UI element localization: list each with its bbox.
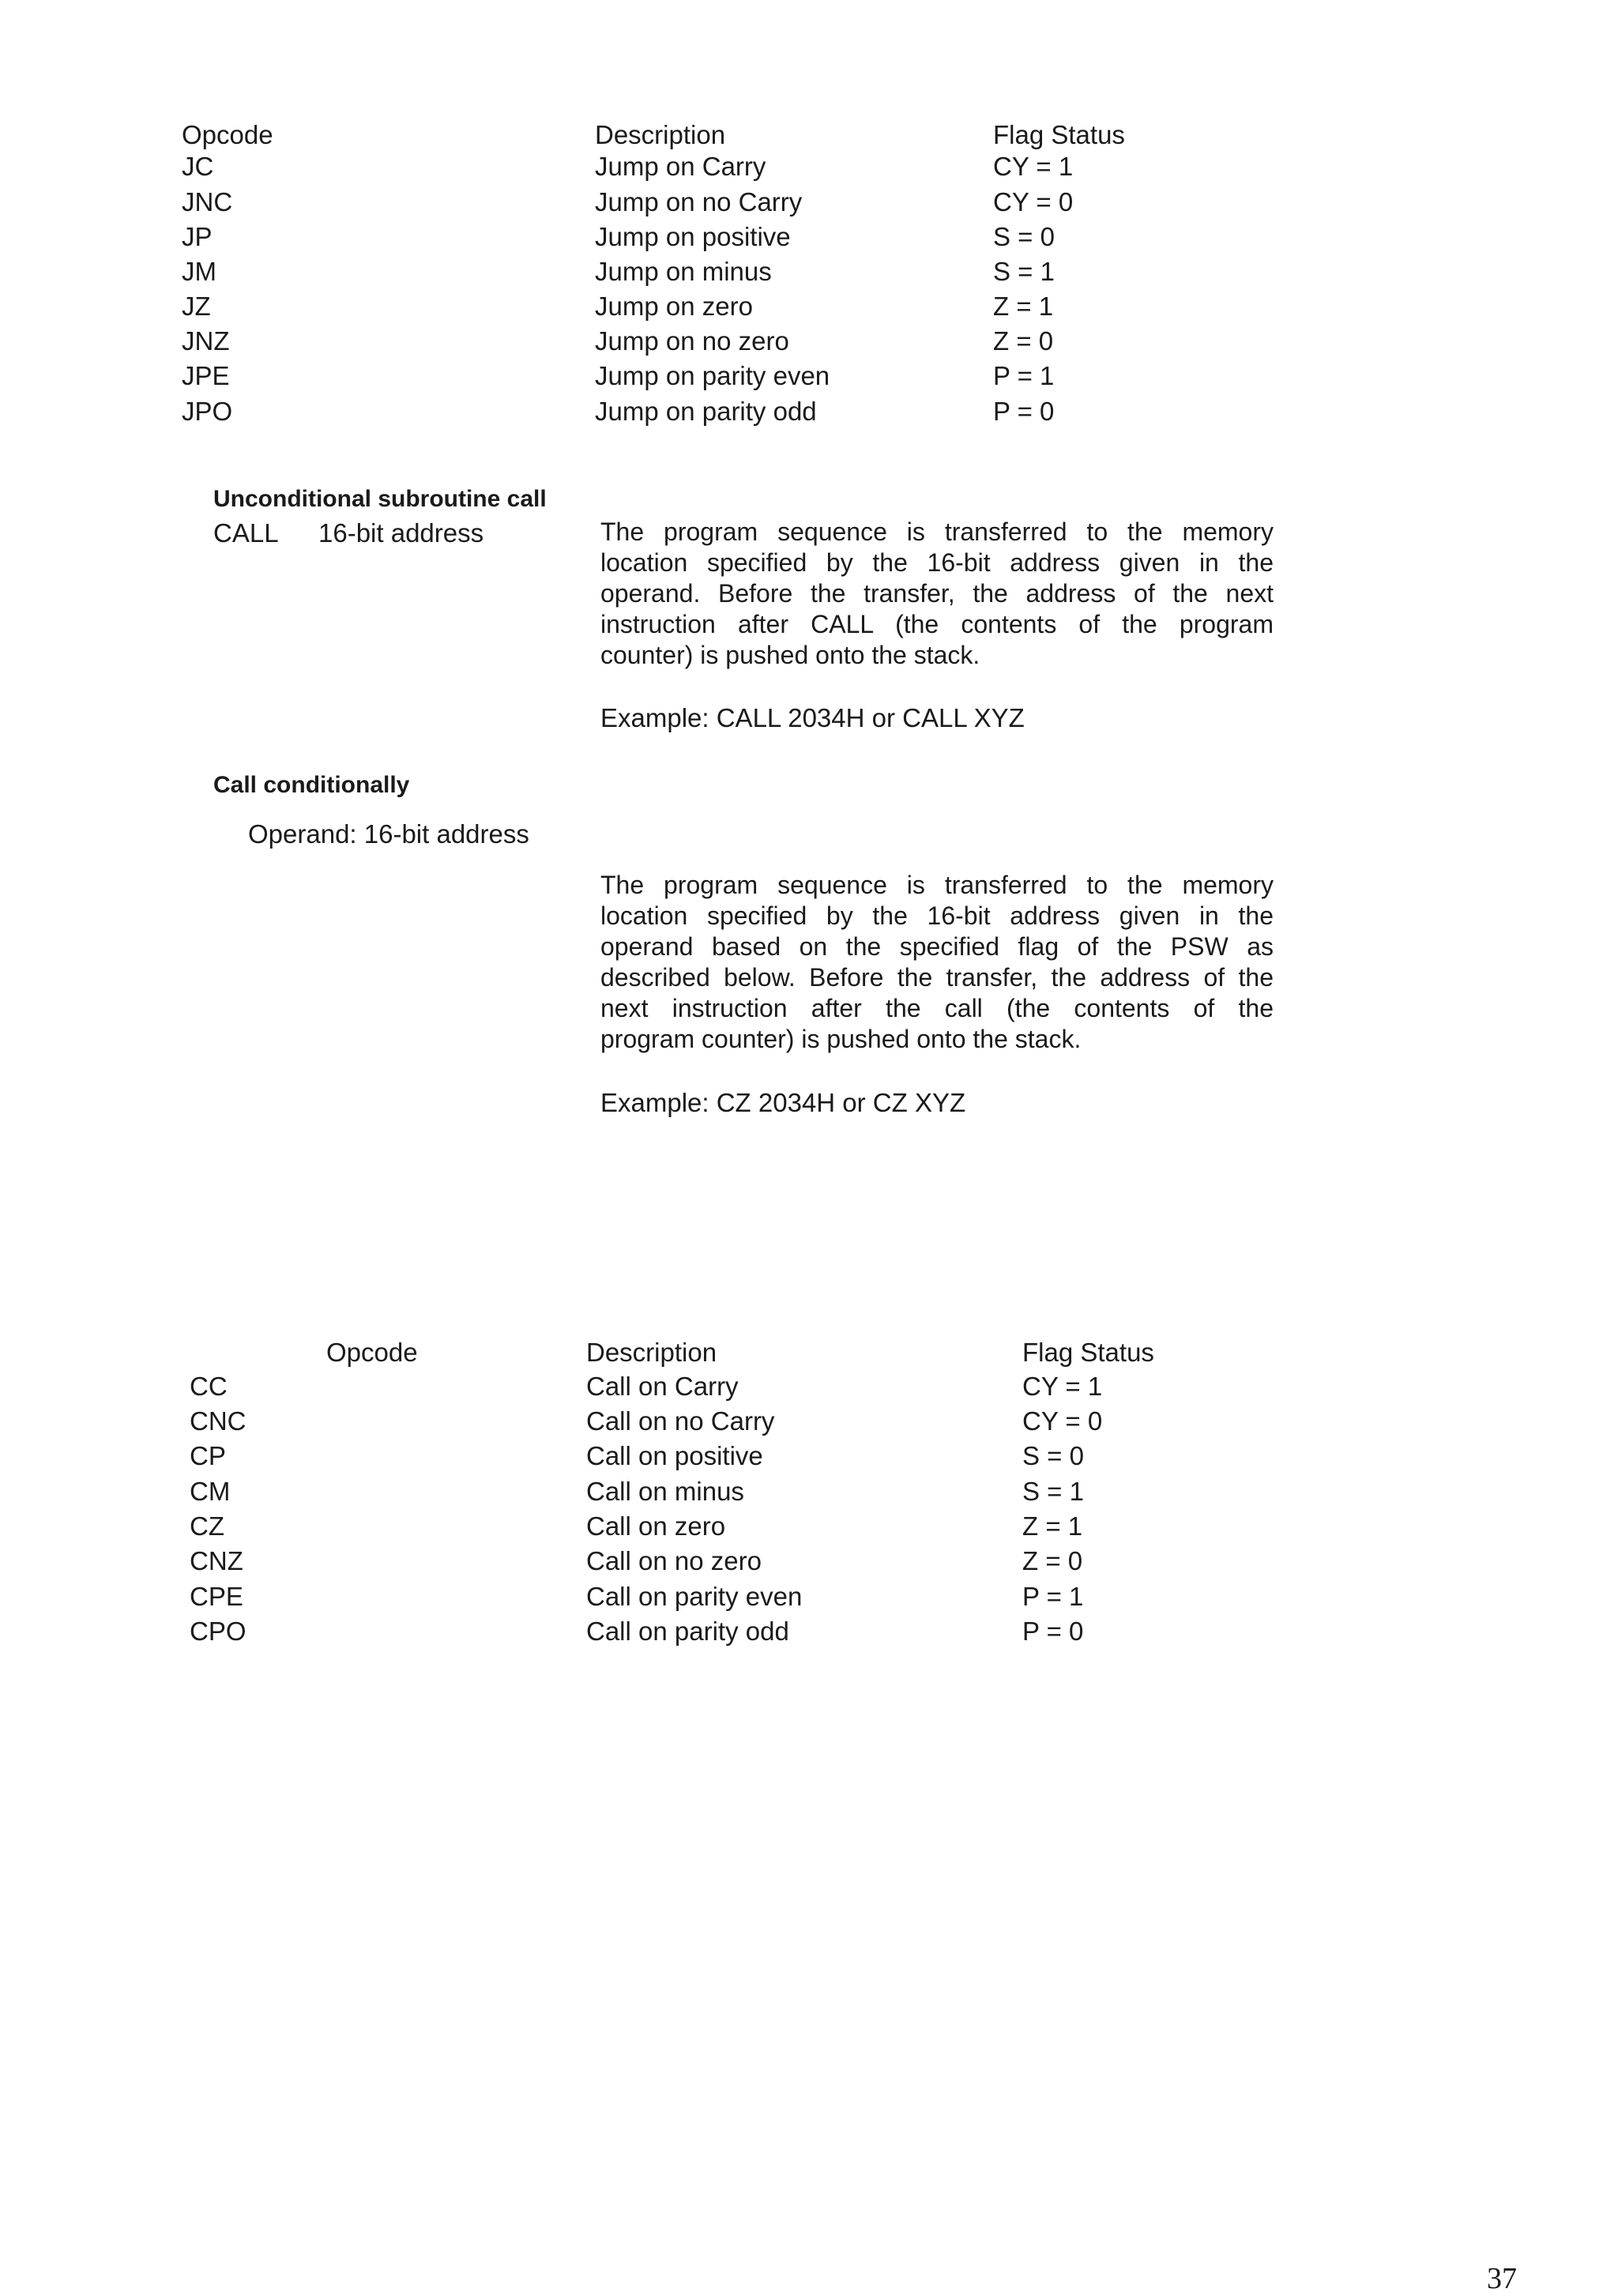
call-table-flag: S = 0 (1022, 1441, 1084, 1470)
jump-table-opcode: JZ (182, 292, 211, 321)
paragraph-line: location specified by the 16-bit address given in the (600, 901, 1274, 930)
paragraph-line: next instruction after the call (the contents of the (600, 994, 1274, 1022)
call-table-flag: CY = 0 (1022, 1406, 1103, 1436)
call-table-opcode: CNZ (190, 1546, 243, 1575)
call-mnemonic: CALL (213, 518, 279, 548)
jump-table-opcode: JPO (182, 397, 233, 426)
call-table-description: Call on minus (586, 1477, 744, 1506)
paragraph-line: The program sequence is transferred to the memory (600, 871, 1274, 899)
page-number: 37 (1487, 2262, 1517, 2295)
jump-table-flag: CY = 1 (993, 152, 1074, 181)
call-table-description: Call on positive (586, 1441, 763, 1470)
section-heading: Unconditional subroutine call (213, 486, 547, 512)
call-description (600, 517, 1274, 671)
paragraph-line: instruction after CALL (the contents of the program (600, 610, 1274, 638)
call-table-flag: S = 1 (1022, 1477, 1084, 1506)
call-table-flag: P = 0 (1022, 1617, 1084, 1646)
call-table-description: Call on Carry (586, 1372, 739, 1401)
jump-table-flag: P = 0 (993, 397, 1055, 426)
jump-table-opcode: JM (182, 257, 216, 286)
call-table-header-opcode: Opcode (326, 1338, 418, 1367)
paragraph-line: program counter) is pushed onto the stack. (600, 1025, 1082, 1053)
call-table-description: Call on parity odd (586, 1617, 789, 1646)
jump-table-opcode: JNC (182, 187, 233, 216)
call-table-flag: Z = 0 (1022, 1546, 1083, 1575)
jump-table-description: Jump on no zero (595, 326, 789, 356)
paragraph-line: operand. Before the transfer, the address of the next (600, 579, 1274, 608)
call-table-flag: Z = 1 (1022, 1511, 1083, 1541)
call-table-description: Call on no zero (586, 1546, 762, 1575)
jump-table-description: Jump on parity odd (595, 397, 817, 426)
paragraph-line: counter) is pushed onto the stack. (600, 641, 980, 669)
conditional-call-example: Example: CZ 2034H or CZ XYZ (600, 1088, 966, 1117)
call-table-description: Call on no Carry (586, 1406, 775, 1436)
jump-table-opcode: JNZ (182, 326, 230, 356)
call-table-opcode: CP (190, 1441, 226, 1470)
section-heading: Call conditionally (213, 772, 410, 798)
call-operand: 16-bit address (318, 518, 484, 548)
conditional-operand: Operand: 16-bit address (248, 819, 529, 849)
jump-table-header-opcode: Opcode (182, 120, 273, 149)
call-table-header-flag: Flag Status (1022, 1338, 1154, 1367)
jump-table-description: Jump on positive (595, 222, 791, 251)
jump-table-description: Jump on parity even (595, 361, 830, 390)
jump-table-description: Jump on minus (595, 257, 772, 286)
jump-table-flag: S = 1 (993, 257, 1055, 286)
call-example: Example: CALL 2034H or CALL XYZ (600, 703, 1025, 732)
call-table-opcode: CC (190, 1372, 228, 1401)
jump-table-flag: P = 1 (993, 361, 1055, 390)
jump-table-opcode: JP (182, 222, 213, 251)
call-table-description: Call on zero (586, 1511, 726, 1541)
call-table-flag: CY = 1 (1022, 1372, 1103, 1401)
call-table-opcode: CZ (190, 1511, 224, 1541)
call-table-header-description: Description (586, 1338, 717, 1367)
call-table-opcode: CPO (190, 1617, 246, 1646)
call-table-description: Call on parity even (586, 1582, 803, 1611)
jump-table-flag: S = 0 (993, 222, 1055, 251)
jump-table-description: Jump on Carry (595, 152, 766, 181)
paragraph-line: location specified by the 16-bit address given in the (600, 548, 1274, 577)
jump-table-flag: CY = 0 (993, 187, 1074, 216)
jump-table-opcode: JC (182, 152, 214, 181)
jump-table-description: Jump on zero (595, 292, 753, 321)
conditional-call-description (600, 870, 1274, 1055)
jump-table-header-description: Description (595, 120, 726, 149)
jump-table-header-flag: Flag Status (993, 120, 1125, 149)
call-table-opcode: CPE (190, 1582, 243, 1611)
paragraph-line: operand based on the specified flag of the PSW as (600, 932, 1274, 961)
call-table-opcode: CM (190, 1477, 231, 1506)
paragraph-line: described below. Before the transfer, the address of the (600, 963, 1274, 992)
jump-table-opcode: JPE (182, 361, 230, 390)
jump-table-flag: Z = 0 (993, 326, 1054, 356)
jump-table-description: Jump on no Carry (595, 187, 803, 216)
call-table-flag: P = 1 (1022, 1582, 1084, 1611)
paragraph-line: The program sequence is transferred to the memory (600, 518, 1274, 546)
call-table-opcode: CNC (190, 1406, 246, 1436)
jump-table-flag: Z = 1 (993, 292, 1054, 321)
